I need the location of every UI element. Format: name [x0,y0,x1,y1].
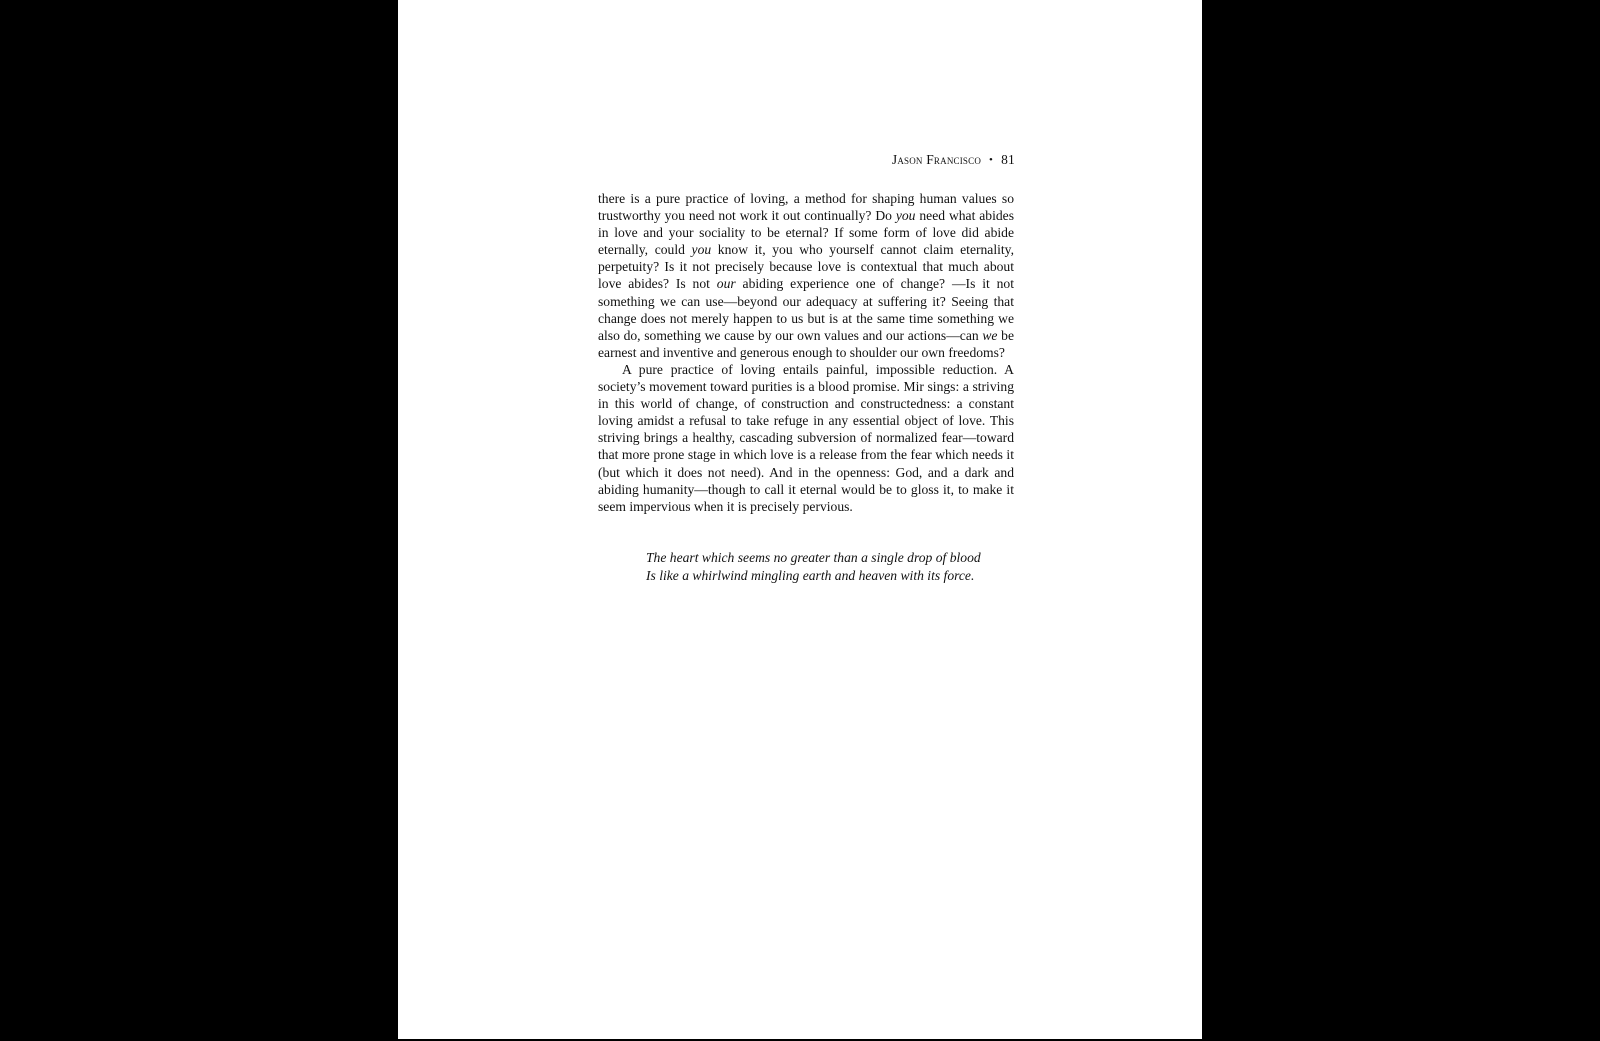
document-page [398,0,1202,1039]
running-head-author: Jason Francisco [891,152,982,167]
emphasis-you-2: you [691,242,712,258]
paragraph-1-text-4: abiding experience one of change? —Is it not something we can use—beyond our adequacy at suffering it? Seeing that change does not merely happen to us but is at the same time something we also do, something we cause by our own values and our actions—can [598,276,1014,343]
page-number: 81 [1001,152,1015,167]
emphasis-we: we [982,327,998,343]
paragraph-2: A pure practice of loving entails painful, impossible reduction. A society’s movement toward purities is a blood promise. Mir sings: a striving in this world of change, of construction and constructedness: a constant loving amidst a refusal to take refuge in any essential object of love. This striving brings a healthy, cascading subversion of normalized fear—toward that more prone stage in which love is a release from the fear which needs it (but which it does not need). And in the openness: God, and a dark and abiding humanity—though to call it eternal would be to gloss it, to make it seem impervious when it is precisely pervious. [598,361,1014,514]
emphasis-you-1: you [895,208,916,224]
paragraph-1-text-2: need what abides in love and your sociality to be eternal? If some form of love did abide eternally, could [598,208,1014,258]
verse-line-2: Is like a whirlwind mingling earth and heaven with its force. [646,567,975,583]
paragraph-1-text-3: know it, you who yourself cannot claim eternality, perpetuity? Is it not precisely because love is contextual that much about love abides? Is not [598,242,1014,292]
verse-quote [646,549,1006,584]
paragraph-1-text-1: there is a pure practice of loving, a method for shaping human values so trustworthy you need not work it out continually? Do [598,191,1014,224]
running-head [398,152,1015,168]
paragraph-1 [598,190,1014,361]
body-text [598,190,1014,515]
paragraph-1-text-5: be earnest and inventive and generous enough to shoulder our own freedoms? [598,327,1014,360]
verse-line-1: The heart which seems no greater than a single drop of blood [646,550,981,565]
running-head-separator: • [989,154,994,166]
emphasis-our: our [716,276,736,292]
